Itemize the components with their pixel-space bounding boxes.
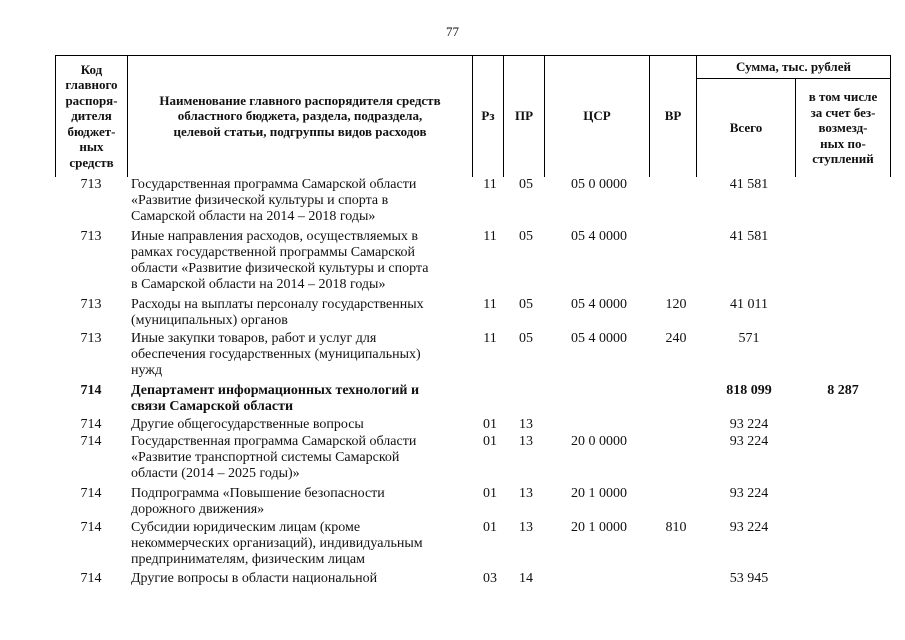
- header-rz: Рз: [481, 108, 495, 124]
- table-header: [55, 55, 891, 177]
- row-name-line: обеспечения государственных (муниципальных): [131, 347, 421, 362]
- row-total: 41 011: [730, 297, 768, 312]
- row-name: [131, 177, 471, 225]
- row-code: 714: [80, 417, 102, 432]
- row-name: [131, 434, 471, 482]
- row-name-line: Другие общегосударственные вопросы: [131, 417, 364, 432]
- row-name: [131, 331, 471, 379]
- row-name-line: (муниципальных) органов: [131, 313, 288, 328]
- row-name-line: Самарской области на 2014 – 2018 годы»: [131, 209, 376, 224]
- row-name-line: Государственная программа Самарской области: [131, 434, 417, 449]
- row-pr: 13: [519, 417, 533, 432]
- row-total: 41 581: [729, 229, 769, 244]
- row-pr: 13: [519, 520, 533, 535]
- header-pr: ПР: [514, 108, 534, 124]
- row-pr: 05: [519, 297, 533, 312]
- row-name-line: «Развитие транспортной системы Самарской: [131, 450, 400, 465]
- row-total: 818 099: [726, 383, 772, 398]
- row-name-line: Департамент информационных технологий и: [131, 383, 420, 398]
- row-csr: 05 0 0000: [571, 177, 627, 192]
- row-code: 713: [80, 229, 102, 244]
- header-csr: ЦСР: [583, 108, 611, 124]
- row-vr: 810: [665, 520, 687, 535]
- row-pr: 13: [519, 486, 533, 501]
- row-rz: 01: [483, 486, 497, 501]
- row-name-line: области «Развитие физической культуры и спорта: [131, 261, 429, 276]
- row-name: [131, 520, 471, 568]
- row-name-line: Государственная программа Самарской области: [131, 177, 417, 192]
- row-rz: 11: [483, 331, 497, 346]
- row-pr: 05: [519, 177, 533, 192]
- row-name: [131, 571, 471, 587]
- row-vr: 120: [665, 297, 687, 312]
- row-name-line: связи Самарской области: [131, 399, 294, 414]
- row-code: 714: [80, 434, 102, 449]
- row-csr: 05 4 0000: [571, 297, 627, 312]
- row-vr: 240: [665, 331, 687, 346]
- row-code: 714: [80, 520, 102, 535]
- row-name-line: дорожного движения»: [131, 502, 265, 517]
- row-rz: 01: [483, 434, 497, 449]
- row-code: 714: [80, 383, 102, 398]
- row-rz: 01: [483, 417, 497, 432]
- row-rz: 11: [483, 297, 497, 312]
- header-extra: в том числе за счет без- возмезд- ных по- ступлений: [808, 89, 878, 167]
- row-total: 53 945: [729, 571, 769, 586]
- row-csr: 20 0 0000: [571, 434, 627, 449]
- row-pr: 05: [519, 229, 533, 244]
- row-name-line: Субсидии юридическим лицам (кроме: [131, 520, 361, 535]
- row-code: 714: [80, 571, 102, 586]
- row-name-line: Другие вопросы в области национальной: [131, 571, 378, 586]
- row-name: [131, 383, 471, 415]
- row-name-line: Иные закупки товаров, работ и услуг для: [131, 331, 377, 346]
- row-name-line: некоммерческих организаций), индивидуальным: [131, 536, 423, 551]
- row-name-line: Подпрограмма «Повышение безопасности: [131, 486, 385, 501]
- page-number: 77: [446, 24, 459, 39]
- row-total: 93 224: [729, 417, 769, 432]
- row-rz: 01: [483, 520, 497, 535]
- row-pr: 05: [519, 331, 533, 346]
- row-pr: 13: [519, 434, 533, 449]
- row-total: 93 224: [729, 520, 769, 535]
- row-extra: 8 287: [827, 383, 859, 398]
- row-pr: 14: [519, 571, 533, 586]
- row-rz: 03: [483, 571, 497, 586]
- row-name: [131, 229, 471, 293]
- row-name-line: области (2014 – 2025 годы)»: [131, 466, 300, 481]
- row-total: 41 581: [729, 177, 769, 192]
- row-csr: 20 1 0000: [571, 520, 627, 535]
- row-total: 571: [738, 331, 760, 346]
- row-code: 713: [80, 331, 102, 346]
- header-sum: Сумма, тыс. рублей: [736, 58, 851, 74]
- row-rz: 11: [483, 177, 497, 192]
- row-csr: 20 1 0000: [571, 486, 627, 501]
- row-code: 713: [80, 297, 102, 312]
- row-name-line: нужд: [131, 363, 163, 378]
- row-name-line: в Самарской области на 2014 – 2018 годы»: [131, 277, 386, 292]
- row-rz: 11: [483, 229, 497, 244]
- row-name: [131, 297, 471, 329]
- header-vr: ВР: [664, 108, 682, 124]
- header-code: Код главного распоря- дителя бюджет- ных средств: [65, 61, 118, 170]
- row-csr: 05 4 0000: [571, 331, 627, 346]
- header-name: Наименование главного распорядителя средств областного бюджета, раздела, подраздела, целевой статьи, подгруппы видов расходов: [159, 92, 441, 139]
- row-name-line: предпринимателям, физическим лицам: [131, 552, 365, 567]
- row-name-line: Иные направления расходов, осуществляемых в: [131, 229, 419, 244]
- row-name-line: рамках государственной программы Самарской: [131, 245, 416, 260]
- row-name: [131, 486, 471, 518]
- row-code: 713: [80, 177, 102, 192]
- header-total: Всего: [729, 120, 763, 136]
- row-total: 93 224: [729, 434, 769, 449]
- row-name-line: Расходы на выплаты персоналу государственных: [131, 297, 424, 312]
- row-code: 714: [80, 486, 102, 501]
- row-name-line: «Развитие физической культуры и спорта в: [131, 193, 389, 208]
- row-csr: 05 4 0000: [571, 229, 627, 244]
- row-total: 93 224: [729, 486, 769, 501]
- row-name: [131, 417, 471, 433]
